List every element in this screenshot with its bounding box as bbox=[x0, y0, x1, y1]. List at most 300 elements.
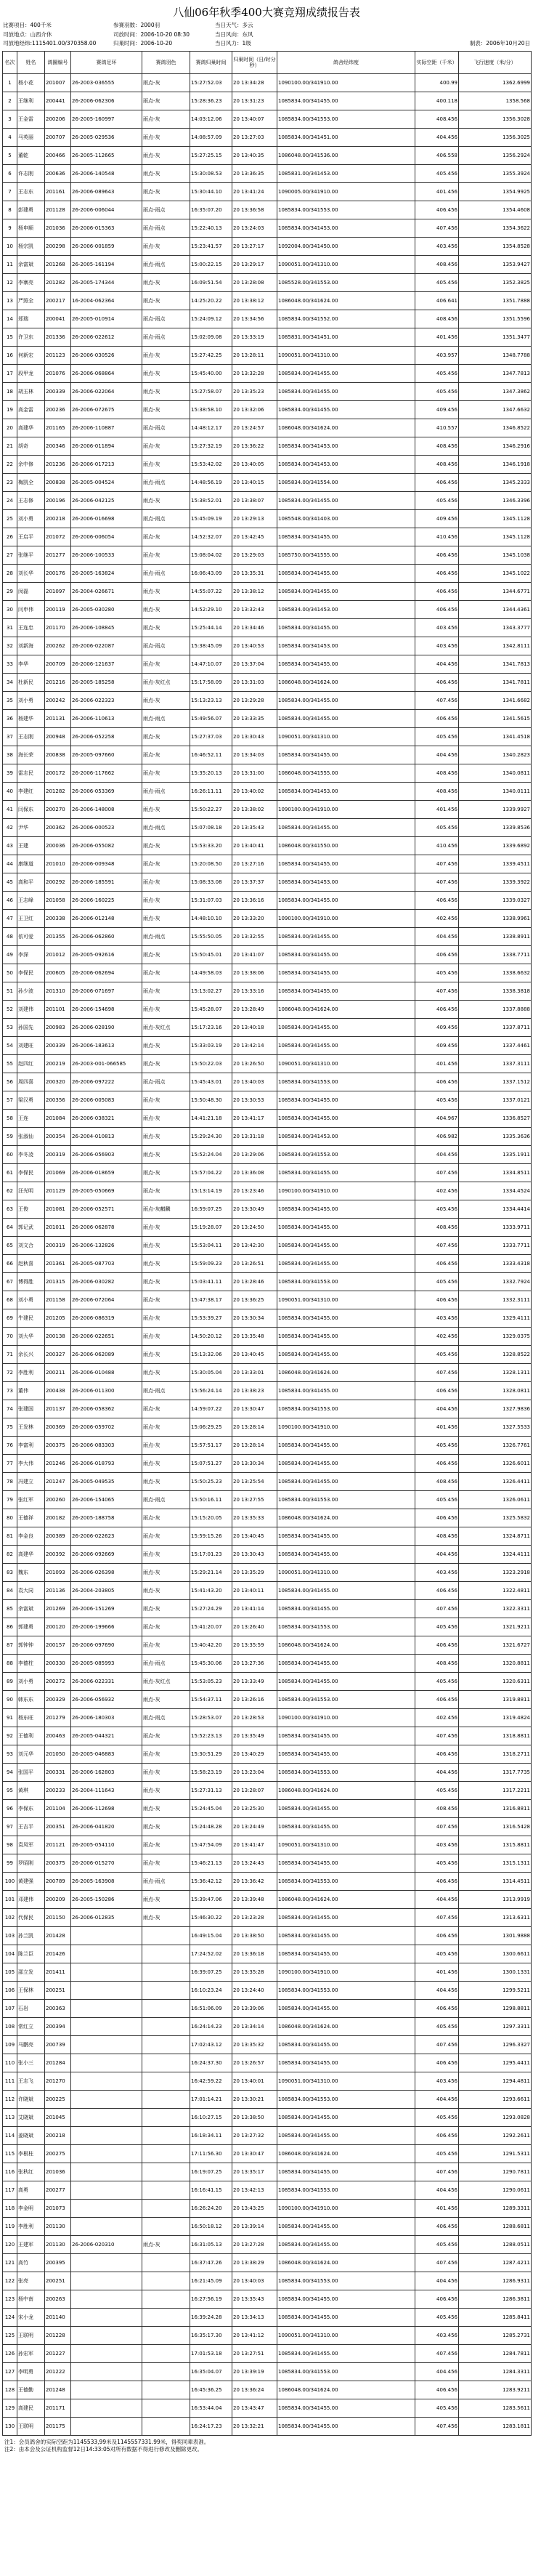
table-cell: 1085528.00/341553.00 bbox=[277, 274, 415, 292]
table-cell: 404.456 bbox=[415, 1764, 459, 1782]
table-cell: 405.456 bbox=[415, 1673, 459, 1691]
table-cell: 406.456 bbox=[415, 2290, 459, 2309]
table-cell: 20 13:31:03 bbox=[232, 674, 277, 692]
table-cell: 1333.9711 bbox=[459, 1219, 532, 1237]
table-cell: 26-2005-097660 bbox=[71, 746, 142, 764]
table-cell: 16:37:47.26 bbox=[190, 2254, 232, 2272]
table-cell bbox=[71, 2345, 142, 2363]
table-cell: 26-2006-022612 bbox=[71, 328, 142, 347]
table-cell: 200182 bbox=[45, 1509, 71, 1527]
table-cell: 17:02:43.12 bbox=[190, 2036, 232, 2054]
table-cell: 16:19:07.25 bbox=[190, 2163, 232, 2181]
table-cell: 15:27:31.13 bbox=[190, 1782, 232, 1800]
table-cell: 1362.6999 bbox=[459, 74, 532, 92]
table-cell: 15:38:58.10 bbox=[190, 401, 232, 419]
table-cell bbox=[142, 2309, 190, 2327]
table-cell: 201216 bbox=[45, 674, 71, 692]
table-row bbox=[3, 147, 532, 165]
table-cell: 200172 bbox=[45, 764, 71, 783]
table-cell: 1318.8811 bbox=[459, 1727, 532, 1745]
table-cell: 14:03:12.06 bbox=[190, 110, 232, 129]
table-cell: 404.967 bbox=[415, 1110, 459, 1128]
table-cell: 15:45:09.19 bbox=[190, 510, 232, 528]
table-cell: 雨点-灰 bbox=[142, 1818, 190, 1836]
table-cell: 406.456 bbox=[415, 2127, 459, 2145]
table-row bbox=[3, 2145, 532, 2163]
table-cell: 闫保东 bbox=[17, 801, 45, 819]
table-cell: 1318.2711 bbox=[459, 1745, 532, 1764]
table-cell: 20 13:42:45 bbox=[232, 528, 277, 546]
table-cell: 1326.6011 bbox=[459, 1455, 532, 1473]
table-cell: 120 bbox=[3, 2236, 17, 2254]
table-cell: 200709 bbox=[45, 655, 71, 674]
table-cell: 1343.3777 bbox=[459, 619, 532, 637]
table-cell: 20 bbox=[3, 419, 17, 437]
table-cell: 406.456 bbox=[415, 601, 459, 619]
table-cell: 407.456 bbox=[415, 219, 459, 238]
table-cell: 404.456 bbox=[415, 2091, 459, 2109]
table-cell: 26-2005-112665 bbox=[71, 147, 142, 165]
table-cell: 雨点-灰 bbox=[142, 492, 190, 510]
table-row bbox=[3, 1836, 532, 1854]
table-cell: 15:22:40.13 bbox=[190, 219, 232, 238]
table-cell: 26-2005-030280 bbox=[71, 601, 142, 619]
table-cell: 雨点-雨点 bbox=[142, 565, 190, 583]
table-cell: 1292.2611 bbox=[459, 2127, 532, 2145]
table-cell: 111 bbox=[3, 2072, 17, 2091]
table-cell: 李保民 bbox=[17, 964, 45, 982]
table-cell bbox=[142, 2018, 190, 2036]
table-cell: 26-2006-183613 bbox=[71, 1037, 142, 1055]
table-cell: 26-2006-071697 bbox=[71, 982, 142, 1001]
table-row bbox=[3, 1782, 532, 1800]
table-cell: 20 13:27:17 bbox=[232, 238, 277, 256]
table-cell: 雨点-灰 bbox=[142, 1182, 190, 1200]
table-row bbox=[3, 728, 532, 746]
table-cell: 1338.7711 bbox=[459, 946, 532, 964]
table-cell: 201012 bbox=[45, 946, 71, 964]
table-cell: 1086048.00/341624.00 bbox=[277, 1509, 415, 1527]
table-cell: 梁汉勇 bbox=[17, 1091, 45, 1110]
table-cell bbox=[71, 1945, 142, 1963]
table-cell: 1085834.00/341553.00 bbox=[277, 1873, 415, 1891]
table-cell: 20 13:36:08 bbox=[232, 1164, 277, 1182]
table-cell: 1085834.00/341455.00 bbox=[277, 2236, 415, 2254]
table-cell: 16:50:18.12 bbox=[190, 2218, 232, 2236]
table-cell: 1335.1911 bbox=[459, 1146, 532, 1164]
table-cell: 1085834.00/341455.00 bbox=[277, 2109, 415, 2127]
table-cell: 59 bbox=[3, 1128, 17, 1146]
table-cell: 26-2006-052571 bbox=[71, 1200, 142, 1219]
table-cell: 20 13:35:48 bbox=[232, 1328, 277, 1346]
table-cell: 200260 bbox=[45, 1491, 71, 1509]
table-cell: 15:57:04.22 bbox=[190, 1164, 232, 1182]
table-cell: 雨点-灰 bbox=[142, 1636, 190, 1655]
table-cell: 26-2006-020310 bbox=[71, 2236, 142, 2254]
table-cell: 15:45:43.01 bbox=[190, 1073, 232, 1091]
table-cell: 201228 bbox=[45, 2327, 71, 2345]
table-row bbox=[3, 1128, 532, 1146]
table-row bbox=[3, 583, 532, 601]
table-cell: 27 bbox=[3, 546, 17, 565]
table-cell: 15:24:09.12 bbox=[190, 310, 232, 328]
table-row bbox=[3, 546, 532, 565]
table-cell: 1085834.00/341455.00 bbox=[277, 1200, 415, 1219]
table-cell bbox=[142, 2418, 190, 2436]
table-cell: 16:42:59.22 bbox=[190, 2072, 232, 2091]
table-cell: 15:57:51.17 bbox=[190, 1437, 232, 1455]
table-cell: 15:25:44.14 bbox=[190, 619, 232, 637]
table-cell: 26-2006-041820 bbox=[71, 1818, 142, 1836]
table-row bbox=[3, 1164, 532, 1182]
table-cell: 408.456 bbox=[415, 310, 459, 328]
table-cell: 1090100.00/341910.00 bbox=[277, 910, 415, 928]
table-cell: 雨点-灰 bbox=[142, 165, 190, 183]
table-cell: 91 bbox=[3, 1709, 17, 1727]
table-cell: 34 bbox=[3, 674, 17, 692]
table-cell: 1321.9211 bbox=[459, 1618, 532, 1636]
table-row bbox=[3, 2418, 532, 2436]
table-row bbox=[3, 1073, 532, 1091]
table-cell: 李胜利 bbox=[17, 1364, 45, 1382]
table-cell: 405.456 bbox=[415, 383, 459, 401]
table-cell: 200292 bbox=[45, 873, 71, 892]
table-cell: 406.456 bbox=[415, 1255, 459, 1273]
table-cell: 15:40:42.20 bbox=[190, 1636, 232, 1655]
table-cell: 14:59:07.22 bbox=[190, 1400, 232, 1418]
release-time: 司放时间：2006-10-20 08:30 bbox=[113, 31, 190, 38]
table-cell: 20 13:27:03 bbox=[232, 129, 277, 147]
table-cell: 15:27:58.07 bbox=[190, 383, 232, 401]
table-cell: 26-2005-087703 bbox=[71, 1255, 142, 1273]
table-cell: 98 bbox=[3, 1836, 17, 1854]
table-cell: 405.456 bbox=[415, 2236, 459, 2254]
table-cell: 1085834.00/341455.00 bbox=[277, 1582, 415, 1600]
table-cell: 1290.7811 bbox=[459, 2163, 532, 2181]
table-cell: 69 bbox=[3, 1309, 17, 1328]
table-cell: 408.456 bbox=[415, 256, 459, 274]
table-cell: 1313.6311 bbox=[459, 1909, 532, 1927]
table-cell: 16:31:05.13 bbox=[190, 2236, 232, 2254]
table-cell: 1288.0511 bbox=[459, 2236, 532, 2254]
table-cell: 15:08:33.08 bbox=[190, 873, 232, 892]
table-cell: 201269 bbox=[45, 1600, 71, 1618]
table-cell: 115 bbox=[3, 2145, 17, 2163]
table-cell: 404.456 bbox=[415, 928, 459, 946]
table-cell: 雨点-灰 bbox=[142, 1691, 190, 1709]
table-cell: 404.456 bbox=[415, 1146, 459, 1164]
table-cell: 16:45:36.25 bbox=[190, 2381, 232, 2399]
table-row bbox=[3, 1491, 532, 1509]
table-cell: 1336.8527 bbox=[459, 1110, 532, 1128]
table-cell bbox=[142, 2000, 190, 2018]
table-cell: 20 13:36:22 bbox=[232, 437, 277, 456]
table-cell: 20 13:30:34 bbox=[232, 1309, 277, 1328]
table-cell: 41 bbox=[3, 801, 17, 819]
table-cell: 404.456 bbox=[415, 2363, 459, 2381]
table-cell: 26-2006-062089 bbox=[71, 1346, 142, 1364]
table-cell: 3 bbox=[3, 110, 17, 129]
table-cell: 1090100.00/341910.00 bbox=[277, 74, 415, 92]
table-cell: 26-2005-174344 bbox=[71, 274, 142, 292]
table-cell: 15:46:30.22 bbox=[190, 1909, 232, 1927]
table-cell: 20 13:31:00 bbox=[232, 764, 277, 783]
table-cell: 26-2006-058362 bbox=[71, 1400, 142, 1418]
table-cell: 雨点-灰 bbox=[142, 1255, 190, 1273]
table-cell: 1085834.00/341553.00 bbox=[277, 1691, 415, 1709]
table-cell: 106 bbox=[3, 1982, 17, 2000]
table-cell: 15:24:45.04 bbox=[190, 1800, 232, 1818]
table-cell: 郭记武 bbox=[17, 1219, 45, 1237]
table-cell: 15:46:21.13 bbox=[190, 1854, 232, 1873]
table-cell: 26-2005-044321 bbox=[71, 1727, 142, 1745]
table-row bbox=[3, 928, 532, 946]
table-cell: 1090100.00/341910.00 bbox=[277, 1963, 415, 1982]
table-cell: 1354.9925 bbox=[459, 183, 532, 201]
table-cell: 26-2006-154065 bbox=[71, 1491, 142, 1509]
table-cell: 1090005.00/341910.00 bbox=[277, 183, 415, 201]
table-cell: 董伟 bbox=[17, 1382, 45, 1400]
table-cell: 201073 bbox=[45, 2200, 71, 2218]
table-cell: 407.456 bbox=[415, 2254, 459, 2272]
table-cell: 1313.9919 bbox=[459, 1891, 532, 1909]
table-cell: 15 bbox=[3, 328, 17, 347]
table-cell: 1295.4411 bbox=[459, 2054, 532, 2072]
table-cell: 20 13:40:18 bbox=[232, 1019, 277, 1037]
table-cell: 1090100.00/341910.00 bbox=[277, 801, 415, 819]
table-cell: 80 bbox=[3, 1509, 17, 1527]
table-cell: 26-2006-012835 bbox=[71, 1909, 142, 1927]
table-cell: 17:24:52.02 bbox=[190, 1945, 232, 1963]
table-cell: 26-2003-036555 bbox=[71, 74, 142, 92]
table-cell: 刘建伟 bbox=[17, 1001, 45, 1019]
table-cell: 1328.1311 bbox=[459, 1364, 532, 1382]
table-cell: 1338.9961 bbox=[459, 910, 532, 928]
table-cell: 15:36:42.12 bbox=[190, 1873, 232, 1891]
table-cell: 16:06:43.09 bbox=[190, 565, 232, 583]
table-cell: 20 13:29:13 bbox=[232, 510, 277, 528]
table-cell: 雨点-灰 bbox=[142, 129, 190, 147]
table-cell bbox=[71, 1927, 142, 1945]
table-cell: 常红立 bbox=[17, 2018, 45, 2036]
table-cell: 20 13:34:56 bbox=[232, 310, 277, 328]
table-cell: 50 bbox=[3, 964, 17, 982]
table-row bbox=[3, 2127, 532, 2145]
table-cell: 15:35:20.13 bbox=[190, 764, 232, 783]
table-cell: 130 bbox=[3, 2418, 17, 2436]
made-date: 制表：2006年10月20日 bbox=[469, 40, 530, 47]
table-cell: 1293.0828 bbox=[459, 2109, 532, 2127]
table-row bbox=[3, 1001, 532, 1019]
table-cell: 26-2006-022064 bbox=[71, 383, 142, 401]
table-cell: 201072 bbox=[45, 528, 71, 546]
table-cell: 李深 bbox=[17, 946, 45, 964]
table-cell: 201361 bbox=[45, 1255, 71, 1273]
table-cell: 1345.1128 bbox=[459, 528, 532, 546]
table-cell: 407.456 bbox=[415, 982, 459, 1001]
table-cell: 1340.0811 bbox=[459, 764, 532, 783]
table-cell: 201050 bbox=[45, 1745, 71, 1764]
table-cell: 201097 bbox=[45, 583, 71, 601]
table-cell: 401.456 bbox=[415, 1055, 459, 1073]
table-cell: 1085834.00/341455.00 bbox=[277, 1927, 415, 1945]
table-cell: 1342.8111 bbox=[459, 637, 532, 655]
table-cell: 魏东 bbox=[17, 1564, 45, 1582]
table-cell: 74 bbox=[3, 1400, 17, 1418]
table-cell: 31 bbox=[3, 619, 17, 637]
col-return-time: 赛鸽归巢时间 bbox=[190, 52, 232, 74]
table-cell: 201081 bbox=[45, 1200, 71, 1219]
table-cell: 45 bbox=[3, 873, 17, 892]
table-cell: 1085834.00/341455.00 bbox=[277, 2036, 415, 2054]
table-row bbox=[3, 801, 532, 819]
table-row bbox=[3, 2109, 532, 2127]
table-cell: 许志刚 bbox=[17, 165, 45, 183]
table-cell: 72 bbox=[3, 1364, 17, 1382]
table-row bbox=[3, 1564, 532, 1582]
table-cell: 200983 bbox=[45, 1019, 71, 1037]
table-cell: 16:35:07.20 bbox=[190, 201, 232, 219]
table-cell: 409.456 bbox=[415, 1037, 459, 1055]
table-cell: 55 bbox=[3, 1055, 17, 1073]
table-cell: 118 bbox=[3, 2200, 17, 2218]
table-cell: 1333.4318 bbox=[459, 1255, 532, 1273]
table-cell: 15:24:48.28 bbox=[190, 1818, 232, 1836]
table-cell: 1321.6727 bbox=[459, 1636, 532, 1655]
table-cell: 26-2006-062306 bbox=[71, 92, 142, 110]
table-cell: 201426 bbox=[45, 1945, 71, 1963]
table-cell: 雨点-灰 bbox=[142, 655, 190, 674]
table-cell: 407.456 bbox=[415, 873, 459, 892]
table-cell: 405.456 bbox=[415, 819, 459, 837]
table-cell: 宋小龙 bbox=[17, 2309, 45, 2327]
table-cell: 15:53:42.02 bbox=[190, 456, 232, 474]
table-cell bbox=[142, 2109, 190, 2127]
table-cell: 200375 bbox=[45, 1437, 71, 1455]
table-cell: 20 13:28:53 bbox=[232, 1709, 277, 1727]
table-row bbox=[3, 1927, 532, 1945]
table-cell: 16 bbox=[3, 347, 17, 365]
table-cell: 17:01:53.18 bbox=[190, 2345, 232, 2363]
table-cell: 1347.3862 bbox=[459, 383, 532, 401]
table-cell: 杨中南 bbox=[17, 2290, 45, 2309]
table-cell bbox=[142, 2054, 190, 2072]
table-cell: 20 13:24:49 bbox=[232, 1818, 277, 1836]
table-cell: 15:30:51.29 bbox=[190, 1745, 232, 1764]
table-cell: 雨点-雨点 bbox=[142, 510, 190, 528]
table-cell: 1326.0611 bbox=[459, 1491, 532, 1509]
table-cell: 81 bbox=[3, 1527, 17, 1546]
table-cell: 15:06:29.25 bbox=[190, 1418, 232, 1437]
table-cell: 黄琪 bbox=[17, 1782, 45, 1800]
table-cell: 1085834.00/341455.00 bbox=[277, 1600, 415, 1618]
table-row bbox=[3, 1055, 532, 1073]
table-cell bbox=[142, 1982, 190, 2000]
table-cell: 雨点-灰 bbox=[142, 1836, 190, 1854]
table-cell: 406.456 bbox=[415, 2218, 459, 2236]
table-cell: 1085834.00/341455.00 bbox=[277, 1727, 415, 1745]
table-cell: 20 13:40:03 bbox=[232, 2272, 277, 2290]
table-cell: 16:51:06.09 bbox=[190, 2000, 232, 2018]
table-cell: 100 bbox=[3, 1873, 17, 1891]
table-cell: 1085834.00/341455.00 bbox=[277, 1800, 415, 1818]
table-cell: 雨点-灰 bbox=[142, 619, 190, 637]
table-cell: 15:45:30.06 bbox=[190, 1655, 232, 1673]
table-cell bbox=[71, 2036, 142, 2054]
table-row bbox=[3, 347, 532, 365]
table-cell: 99 bbox=[3, 1854, 17, 1873]
table-cell: 26-2006-030526 bbox=[71, 347, 142, 365]
table-cell: 20 13:23:04 bbox=[232, 1764, 277, 1782]
table-cell: 雨点-灰红点 bbox=[142, 1673, 190, 1691]
table-cell: 1090100.00/341910.00 bbox=[277, 2200, 415, 2218]
table-cell bbox=[142, 2072, 190, 2091]
table-cell: 406.456 bbox=[415, 2054, 459, 2072]
table-cell: 郭建勇 bbox=[17, 1618, 45, 1636]
table-cell: 1086048.00/341550.00 bbox=[277, 837, 415, 855]
table-cell: 201069 bbox=[45, 1164, 71, 1182]
table-cell: 26-2006-132826 bbox=[71, 1237, 142, 1255]
table-cell: 罗昭刚 bbox=[17, 1854, 45, 1873]
table-cell: 1085834.00/341455.00 bbox=[277, 892, 415, 910]
table-cell: 20 13:35:32 bbox=[232, 2036, 277, 2054]
table-cell: 20 13:34:46 bbox=[232, 619, 277, 637]
table-cell: 405.456 bbox=[415, 1618, 459, 1636]
table-cell: 20 13:40:03 bbox=[232, 1073, 277, 1091]
table-cell: 20 13:28:14 bbox=[232, 1437, 277, 1455]
table-cell: 200739 bbox=[45, 2036, 71, 2054]
table-cell bbox=[142, 2345, 190, 2363]
table-cell: 20 13:32:06 bbox=[232, 401, 277, 419]
table-cell: 1353.9427 bbox=[459, 256, 532, 274]
table-cell: 200225 bbox=[45, 2091, 71, 2109]
table-cell: 杨申顺 bbox=[17, 219, 45, 238]
table-row bbox=[3, 2054, 532, 2072]
table-cell: 1288.6811 bbox=[459, 2218, 532, 2236]
table-cell: 雨点-灰 bbox=[142, 601, 190, 619]
table-cell: 雨点-灰 bbox=[142, 383, 190, 401]
table-cell: 1090051.00/341310.00 bbox=[277, 1291, 415, 1309]
table-cell: 26-2006-022323 bbox=[71, 692, 142, 710]
table-cell: 21 bbox=[3, 437, 17, 456]
table-cell: 雨点-雨点 bbox=[142, 1709, 190, 1727]
table-cell: 200356 bbox=[45, 1091, 71, 1110]
table-cell: 1333.7711 bbox=[459, 1237, 532, 1255]
table-cell: 1319.4824 bbox=[459, 1709, 532, 1727]
table-cell: 201247 bbox=[45, 1473, 71, 1491]
table-cell: 405.456 bbox=[415, 2399, 459, 2418]
table-cell: 15:58:23.19 bbox=[190, 1764, 232, 1782]
table-cell: 96 bbox=[3, 1800, 17, 1818]
table-cell: 15:31:07.03 bbox=[190, 892, 232, 910]
table-cell: 15:29:21.14 bbox=[190, 1564, 232, 1582]
table-cell: 雨点-灰红点 bbox=[142, 1019, 190, 1037]
table-cell: 1356.3025 bbox=[459, 129, 532, 147]
table-cell: 26-2005-188758 bbox=[71, 1509, 142, 1527]
table-cell bbox=[142, 2181, 190, 2200]
table-cell: 16:09:51.54 bbox=[190, 274, 232, 292]
table-cell: 201158 bbox=[45, 1291, 71, 1309]
table-cell: 1085834.00/341455.00 bbox=[277, 1673, 415, 1691]
table-cell: 1339.6892 bbox=[459, 837, 532, 855]
table-cell: 75 bbox=[3, 1418, 17, 1437]
table-cell: 15:39:47.06 bbox=[190, 1891, 232, 1909]
table-cell: 杨宗凯 bbox=[17, 238, 45, 256]
table-cell: 雨点-雨点 bbox=[142, 201, 190, 219]
weather-return: 当日风向：东风 bbox=[215, 31, 253, 38]
table-cell: 雨点-灰 bbox=[142, 528, 190, 546]
table-cell: 15:47:38.17 bbox=[190, 1291, 232, 1309]
